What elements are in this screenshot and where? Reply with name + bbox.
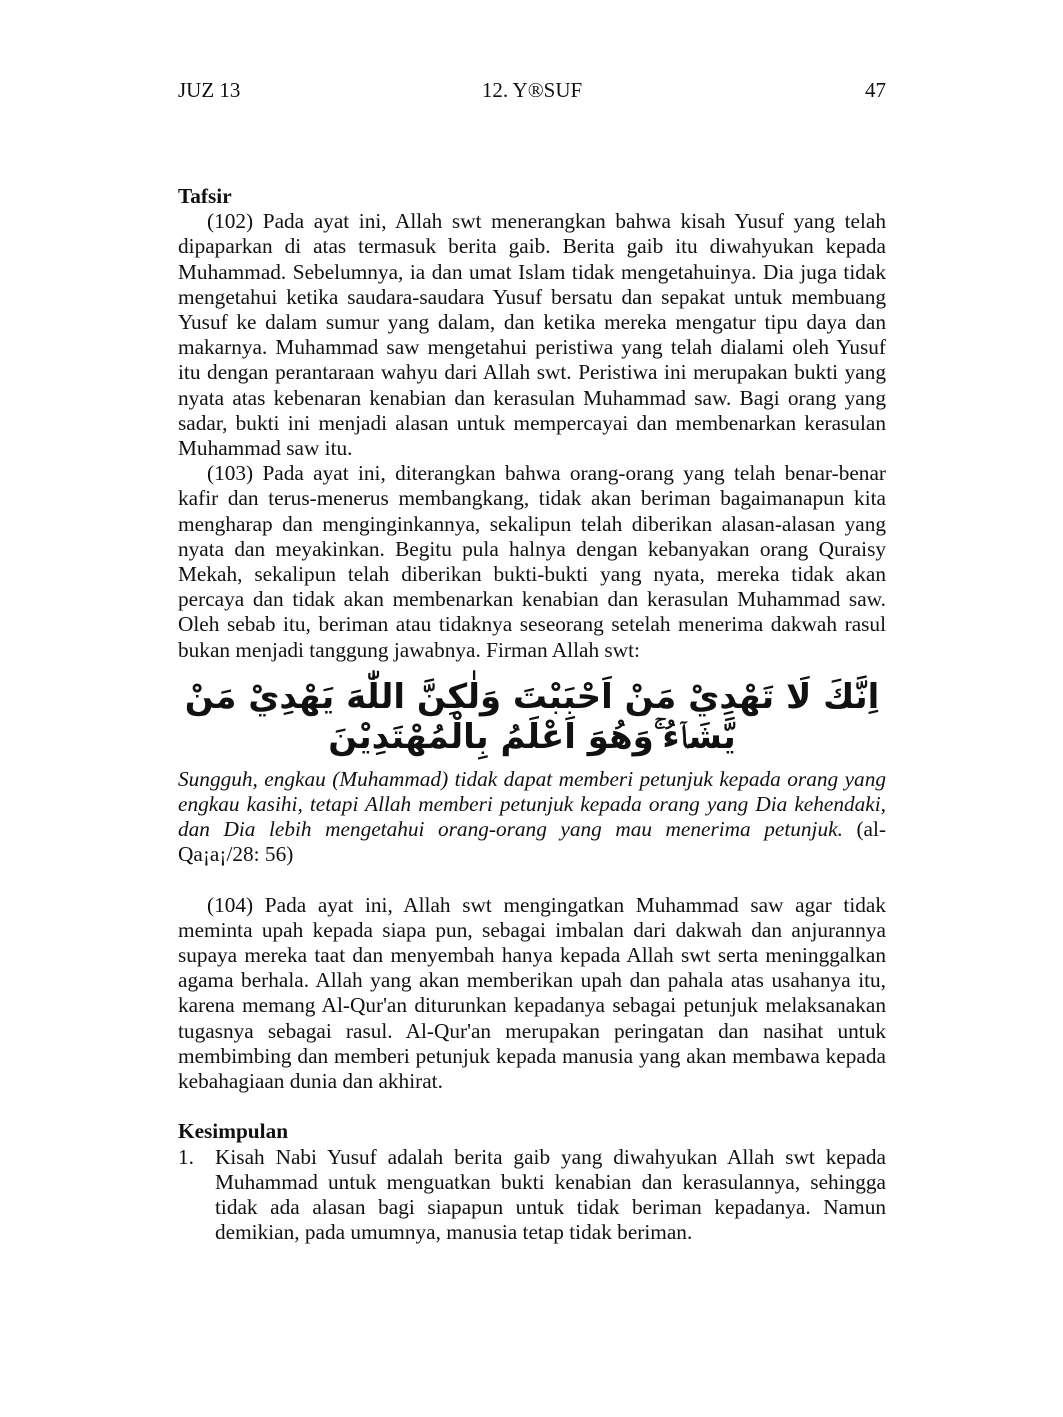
tafsir-paragraph-104: (104) Pada ayat ini, Allah swt mengingatkan Muhammad saw agar tidak meminta upah kepada siapa pun, sebagai imbalan dari dakwah dan anjurannya supaya mereka taat dan menyembah hanya kepada Allah swt serta meninggalkan agama berhala. Allah yang akan memberikan upah dan pahala atas usahanya itu, karena memang Al-Qur'an diturunkan kepadanya sebagai petunjuk melaksanakan tugasnya sebagai rasul. Al-Qur'an merupakan peringatan dan nasihat untuk membimbing dan memberi petunjuk kepada manusia yang akan membawa kepada kebahagiaan dunia dan akhirat. bbox=[178, 892, 886, 1094]
list-item-text: Kisah Nabi Yusuf adalah berita gaib yang diwahyukan Allah swt kepada Muhammad untuk menguatkan bukti kenabian dan kerasulannya, sehingga tidak ada alasan bagi siapapun untuk tidak beriman kepadanya. Namun demikian, pada umumnya, manusia tetap tidak beriman. bbox=[215, 1144, 886, 1245]
tafsir-paragraph-103: (103) Pada ayat ini, diterangkan bahwa orang-orang yang telah benar-benar kafir dan terus-menerus membangkang, tidak akan beriman bagaimanapun kita mengharap dan menginginkannya, sekalipun telah diberikan alasan-alasan yang nyata dan meyakinkan. Begitu pula halnya dengan kebanyakan orang Quraisy Mekah, sekalipun telah diberikan bukti-bukti yang nyata, mereka tidak akan percaya dan tidak akan membenarkan kenabian dan kerasulan Muhammad saw. Oleh sebab itu, beriman atau tidaknya seseorang setelah menerima dakwah rasul bukan menjadi tanggung jawabnya. Firman Allah swt: bbox=[178, 461, 886, 662]
kesimpulan-heading: Kesimpulan bbox=[178, 1119, 289, 1144]
list-item bbox=[178, 1145, 886, 1246]
verse-reference: (al-Qa¡a¡/28: 56) bbox=[178, 817, 886, 867]
spacer bbox=[178, 868, 886, 893]
arabic-verse: اِنَّكَ لَا تَهْدِيْ مَنْ اَحْبَبْتَ وَلٰكِنَّ اللّٰهَ يَهْدِيْ مَنْ يَّشَاۤءُ ۚوَهُوَ اَعْلَمُ بِالْمُهْتَدِيْنَ bbox=[184, 676, 880, 757]
tafsir-paragraph-102: (102) Pada ayat ini, Allah swt menerangkan bahwa kisah Yusuf yang telah dipaparkan di atas termasuk berita gaib. Berita gaib itu diwahyukan kepada Muhammad. Sebelumnya, ia dan umat Islam tidak mengetahuinya. Dia juga tidak mengetahui ketika saudara-saudara Yusuf bersatu dan sepakat untuk membuang Yusuf ke dalam sumur yang dalam, dan ketika mereka mengatur tipu daya dan makarnya. Muhammad saw mengetahui peristiwa yang telah dialami oleh Yusuf itu dengan perantaraan wahyu dari Allah swt. Peristiwa ini merupakan bukti yang nyata atas kebenaran kenabian dan kerasulan Muhammad saw. Bagi orang yang sadar, bukti ini menjadi alasan untuk mempercayai dan membenarkan kerasulan Muhammad saw itu. bbox=[178, 209, 886, 461]
kesimpulan-list bbox=[178, 1145, 886, 1246]
page-header bbox=[178, 76, 886, 104]
juz-label: JUZ 13 bbox=[178, 78, 241, 102]
page-number: 47 bbox=[865, 78, 886, 102]
translation-text: Sungguh, engkau (Muhammad) tidak dapat memberi petunjuk kepada orang yang engkau kasihi, tetapi Allah memberi petunjuk kepada orang yang Dia kehendaki, dan Dia lebih mengetahui orang-orang yang mau menerima petunjuk. bbox=[178, 766, 886, 842]
spacer bbox=[178, 1094, 886, 1119]
list-item-number: 1. bbox=[178, 1144, 194, 1169]
tafsir-heading: Tafsir bbox=[178, 184, 232, 208]
surah-title: 12. Y®SUF bbox=[481, 78, 583, 102]
page-body bbox=[178, 184, 886, 1245]
verse-translation bbox=[178, 767, 886, 868]
